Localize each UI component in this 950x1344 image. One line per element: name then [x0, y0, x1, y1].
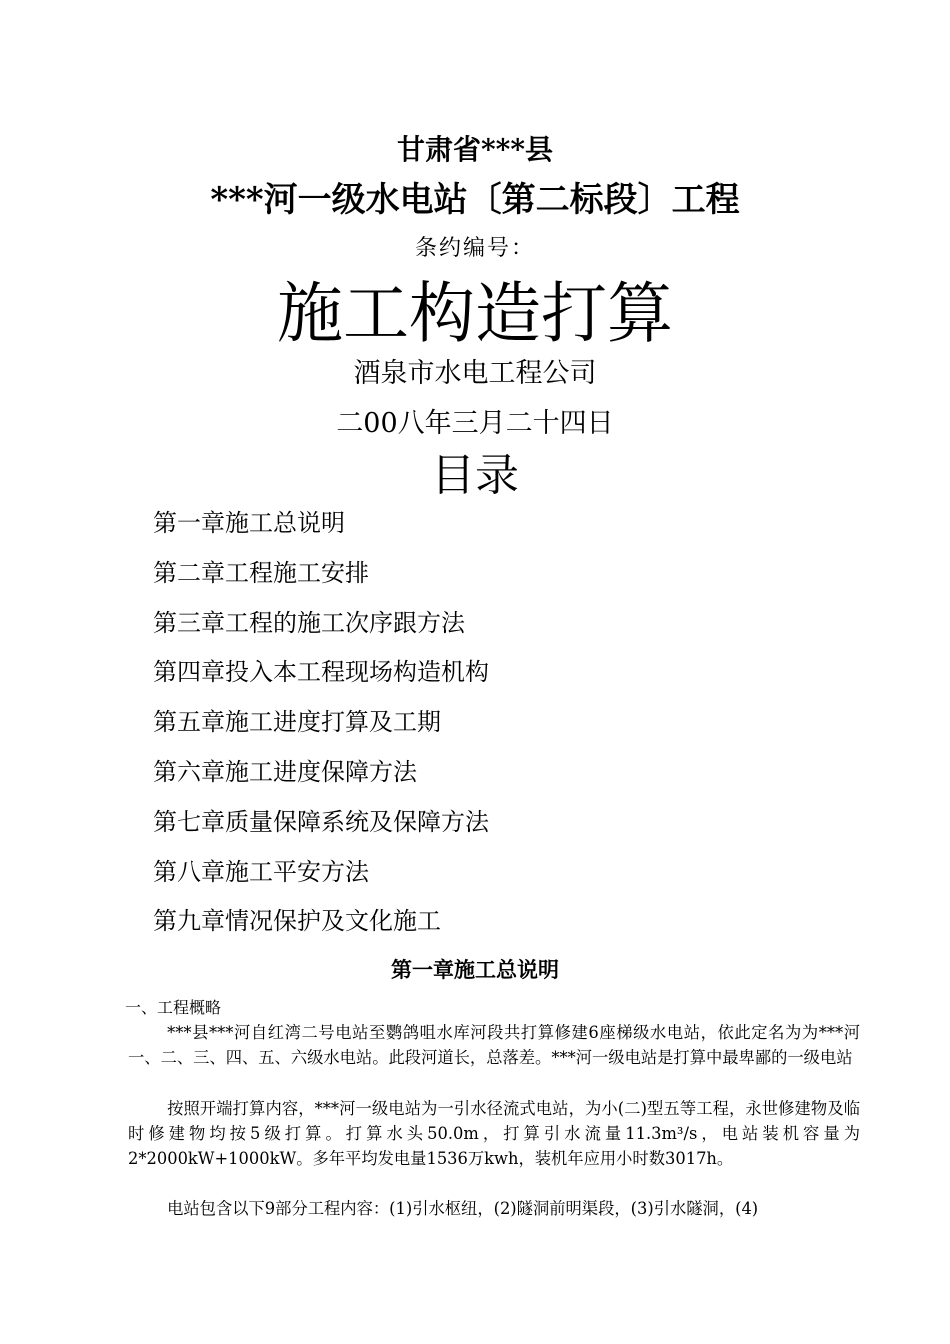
province-title: 甘肃省***县: [397, 133, 553, 166]
toc-item-chapter-6: 第六章施工进度保障方法: [153, 757, 417, 786]
toc-item-chapter-5: 第五章施工进度打算及工期: [153, 708, 441, 737]
body-paragraph: 电站包含以下9部分工程内容：(1)引水枢纽，(2)隧洞前明渠段，(3)引水隧洞，(4): [167, 1199, 759, 1218]
project-title: ***河一级水电站〔第二标段〕工程: [210, 180, 740, 220]
chapter-heading: 第一章施工总说明: [391, 957, 559, 982]
toc-item-chapter-4: 第四章投入本工程现场构造机构: [153, 658, 489, 687]
table-of-contents: [153, 500, 489, 948]
body-paragraph: 按照开端打算内容，***河一级电站为一引水径流式电站，为小(二)型五等工程，永世修建物及临时修建物均按5级打算。打算水头50.0m，打算引水流量11.3m³/s，电站装机容量为2*2000kW+1000kW。多年平均发电量1536万kwh，装机年应用小时数3017h。: [128, 1099, 860, 1168]
document-title: 施工构造打算: [277, 275, 673, 352]
toc-item-chapter-1: 第一章施工总说明: [153, 509, 345, 537]
body-paragraph: ***县***河自红湾二号电站至鹦鸽咀水库河段共打算修建6座梯级水电站，依此定名为为***河一、二、三、四、五、六级水电站。此段河道长，总落差。***河一级电站是打算中最卑鄙的一级电站: [128, 1023, 860, 1067]
toc-item-chapter-7: 第七章质量保障系统及保障方法: [153, 807, 489, 836]
toc-item-chapter-9: 第九章情况保护及文化施工: [153, 907, 441, 936]
toc-item-chapter-8: 第八章施工平安方法: [153, 857, 369, 886]
contract-number-label: 条约编号：: [414, 236, 535, 261]
toc-item-chapter-2: 第二章工程施工安排: [153, 558, 369, 587]
section-heading: 一、工程概略: [125, 998, 222, 1017]
document-date: 二00八年三月二十四日: [336, 408, 614, 439]
company-name: 酒泉市水电工程公司: [353, 358, 597, 389]
toc-title: 目录: [431, 450, 519, 501]
toc-item-chapter-3: 第三章工程的施工次序跟方法: [153, 608, 465, 637]
